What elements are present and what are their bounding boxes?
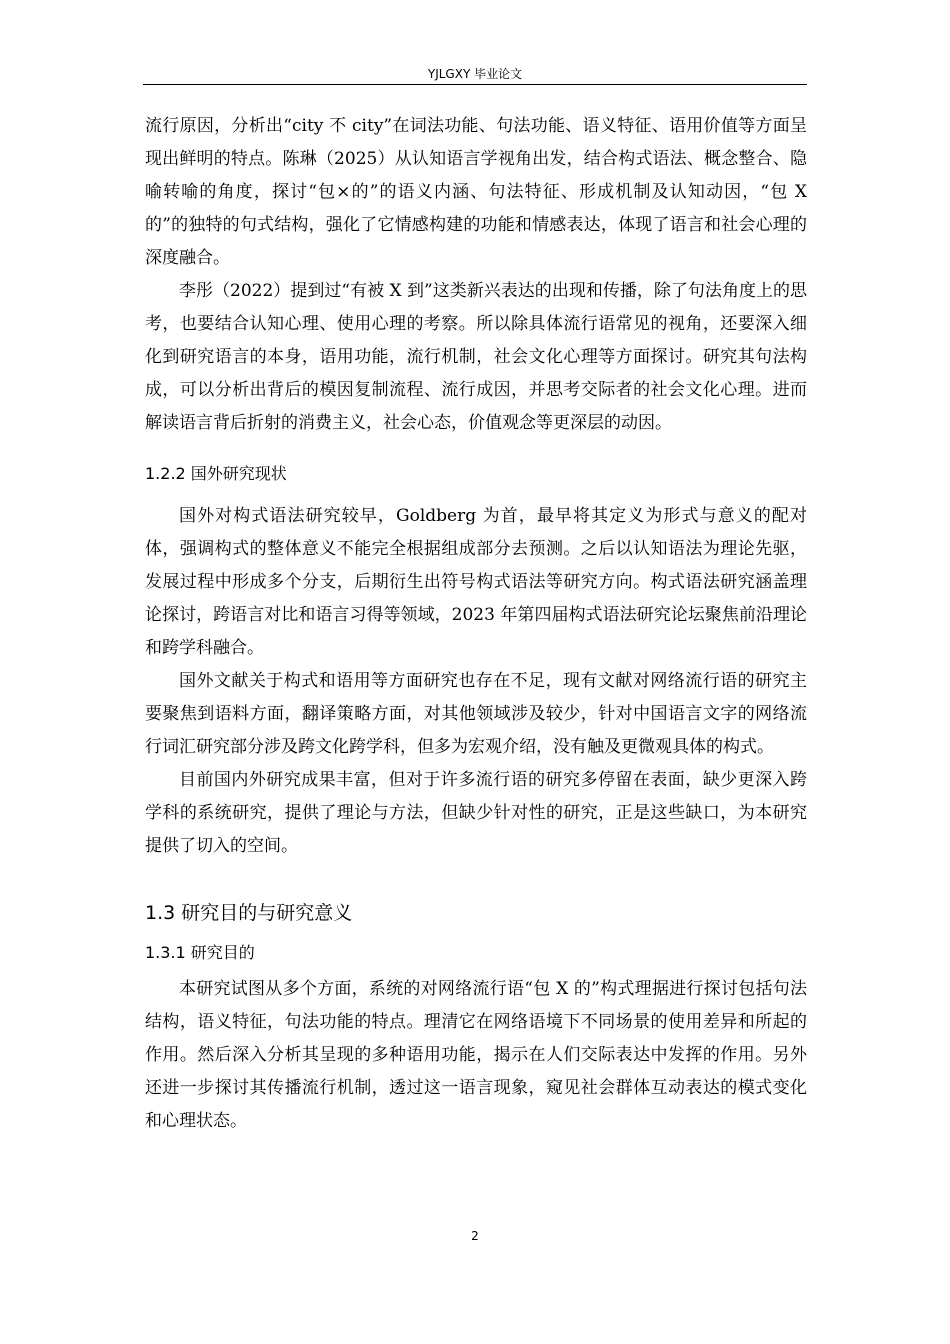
page-header: YJLGXY 毕业论文 <box>143 64 807 85</box>
body-paragraph-3: 国外对构式语法研究较早，Goldberg 为首，最早将其定义为形式与意义的配对体，强调构式的整体意义不能完全根据组成部分去预测。之后以认知语法为理论先驱，发展过程中形成多个分支，后期衍生出符号构式语法等研究方向。构式语法研究涵盖理论探讨，跨语言对比和语言习得等领域，2023 年第四届构式语法研究论坛聚焦前沿理论和跨学科融合。 <box>145 506 807 658</box>
body-paragraph-5: 目前国内外研究成果丰富，但对于许多流行语的研究多停留在表面，缺少更深入跨学科的系统研究，提供了理论与方法，但缺少针对性的研究，正是这些缺口，为本研究提供了切入的空间。 <box>145 770 807 856</box>
body-paragraph-1: 流行原因，分析出“city 不 city”在词法功能、句法功能、语义特征、语用价值等方面呈现出鲜明的特点。陈琳（2025）从认知语言学视角出发，结合构式语法、概念整合、隐喻转喻的角度，探讨“包×的”的语义内涵、句法特征、形成机制及认知动因，“包 X 的”的独特的句式结构，强化了它情感构建的功能和情感表达，体现了语言和社会心理的深度融合。 <box>145 116 807 268</box>
heading-1-3-1: 1.3.1 研究目的 <box>145 943 255 962</box>
body-paragraph-4: 国外文献关于构式和语用等方面研究也存在不足，现有文献对网络流行语的研究主要聚焦到语料方面，翻译策略方面，对其他领域涉及较少，针对中国语言文字的网络流行词汇研究部分涉及跨文化跨学科，但多为宏观介绍，没有触及更微观具体的构式。 <box>145 671 807 757</box>
heading-1-3: 1.3 研究目的与研究意义 <box>145 902 353 924</box>
page-content <box>145 110 807 1138</box>
body-paragraph-2: 李彤（2022）提到过“有被 X 到”这类新兴表达的出现和传播，除了句法角度上的思考，也要结合认知心理、使用心理的考察。所以除具体流行语常见的视角，还要深入细化到研究语言的本身，语用功能，流行机制，社会文化心理等方面探讨。研究其句法构成，可以分析出背后的模因复制流程、流行成因，并思考交际者的社会文化心理。进而解读语言背后折射的消费主义，社会心态，价值观念等更深层的动因。 <box>145 281 807 433</box>
heading-1-2-2: 1.2.2 国外研究现状 <box>145 464 287 483</box>
body-paragraph-6: 本研究试图从多个方面，系统的对网络流行语“包 X 的”构式理据进行探讨包括句法结构，语义特征，句法功能的特点。理清它在网络语境下不同场景的使用差异和所起的作用。然后深入分析其呈现的多种语用功能，揭示在人们交际表达中发挥的作用。另外还进一步探讨其传播流行机制，透过这一语言现象，窥见社会群体互动表达的模式变化和心理状态。 <box>145 979 807 1131</box>
page-number: 2 <box>471 1229 479 1243</box>
